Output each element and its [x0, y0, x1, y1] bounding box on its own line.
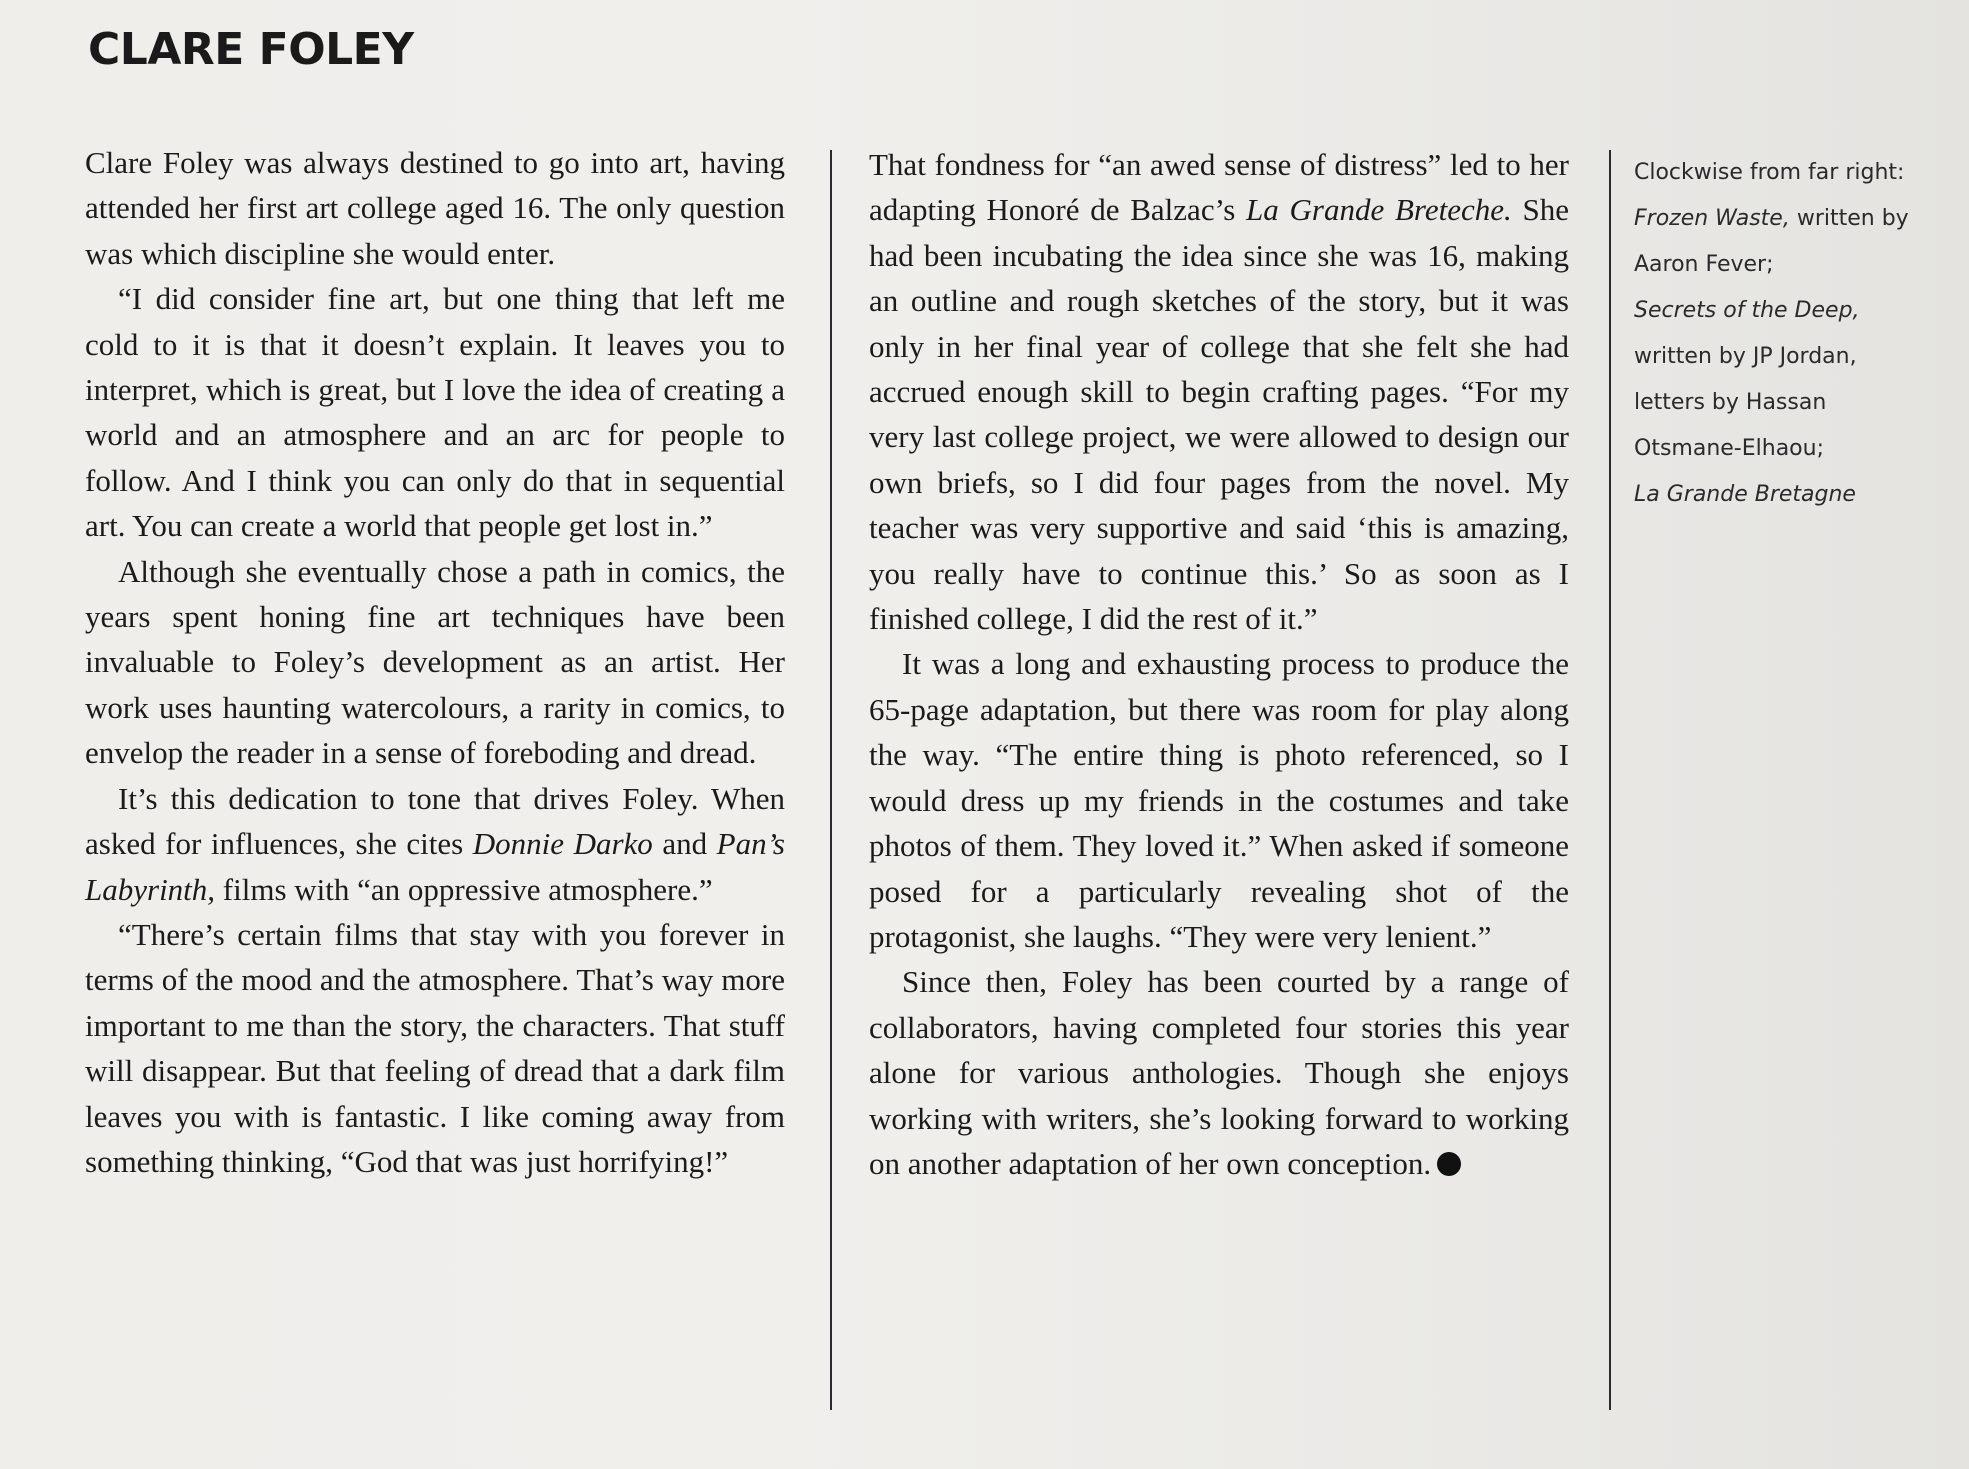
column-divider — [1609, 150, 1611, 1410]
film-title: Donnie Darko — [472, 826, 653, 862]
image-caption — [1634, 150, 1934, 518]
paragraph: “I did consider fine art, but one thing that left me cold to it is that it doesn’t explain. It leaves you to interpret, which is great, but I love the idea of creating a world and an atmosphere and an arc for people to follow. And I think you can only do that in sequential art. You can create a world that people get lost in.” — [85, 281, 785, 544]
paragraph: Although she eventually chose a path in comics, the years spent honing fine art techniques have been invaluable to Foley’s development as an artist. Her work uses haunting watercolours, a rarity in comics, to envelop the reader in a sense of foreboding and dread. — [85, 553, 785, 771]
column-divider — [830, 150, 832, 1410]
paragraph: “There’s certain films that stay with you forever in terms of the mood and the atmosphere. That’s way more important to me than the story, the characters. That stuff will disappear. But that feeling of dread that a dark film leaves you with is fantastic. I like coming away from something thinking, “God that was just horrifying!” — [85, 916, 785, 1179]
paragraph-text: films with “an oppressive atmosphere.” — [215, 871, 713, 907]
paragraph-text: It’s this dedication to tone that drives Foley. When asked for influences, she cites — [85, 780, 785, 862]
caption-work-title: Secrets of the Deep, — [1634, 298, 1860, 323]
paragraph: Clare Foley was always destined to go into art, having attended her first art college aged 16. The only question was which discipline she would enter. — [85, 145, 785, 271]
caption-work-title: La Grande Bretagne — [1634, 482, 1856, 507]
article-title: CLARE FOLEY — [88, 24, 414, 75]
article-column-1 — [85, 140, 785, 1184]
paragraph-text: Since then, Foley has been courted by a range of collaborators, having completed four stories this year alone for various anthologies. Though she enjoys working with writers, she’s looking forward to working on another adaptation of her own conception. — [869, 964, 1569, 1181]
article-column-2 — [869, 142, 1569, 1186]
caption-credit: written by Aaron Fever; — [1634, 206, 1909, 277]
paragraph-text: and — [652, 826, 717, 862]
paragraph — [869, 959, 1569, 1186]
caption-intro: Clockwise from far right: — [1634, 160, 1905, 185]
paragraph-text: She had been incubating the idea since she was 16, making an outline and rough sketches of the story, but it was only in her final year of college that she felt she had accrued enough skill to begin crafting pages. “For my very last college project, we were allowed to design our own briefs, so I did four pages from the novel. My teacher was very supportive and said ‘this is amazing, you really have to continue this.’ So as soon as I finished college, I did the rest of it.” — [869, 192, 1569, 637]
paragraph-text: That fondness for “an awed sense of distress” led to her adapting Honoré de Balzac’s — [869, 147, 1569, 228]
paragraph: It was a long and exhausting process to produce the 65-page adaptation, but there was room for play along the way. “The entire thing is photo referenced, so I would dress up my friends in the costumes and take photos of them. They loved it.” When asked if someone posed for a particularly revealing shot of the protagonist, she laughs. “They were very lenient.” — [869, 646, 1569, 954]
end-mark-icon — [1437, 1152, 1461, 1176]
paragraph — [869, 142, 1569, 641]
caption-work-title: Frozen Waste, — [1634, 206, 1790, 231]
book-title: La Grande Breteche. — [1246, 192, 1512, 228]
caption-entry — [1634, 288, 1934, 472]
caption-credit: written by JP Jordan, letters by Hassan Otsmane-Elhaou; — [1634, 344, 1857, 461]
caption-entry — [1634, 196, 1934, 288]
paragraph — [85, 776, 785, 912]
caption-entry — [1634, 472, 1934, 518]
film-title: Pan’s Labyrinth, — [85, 826, 785, 907]
